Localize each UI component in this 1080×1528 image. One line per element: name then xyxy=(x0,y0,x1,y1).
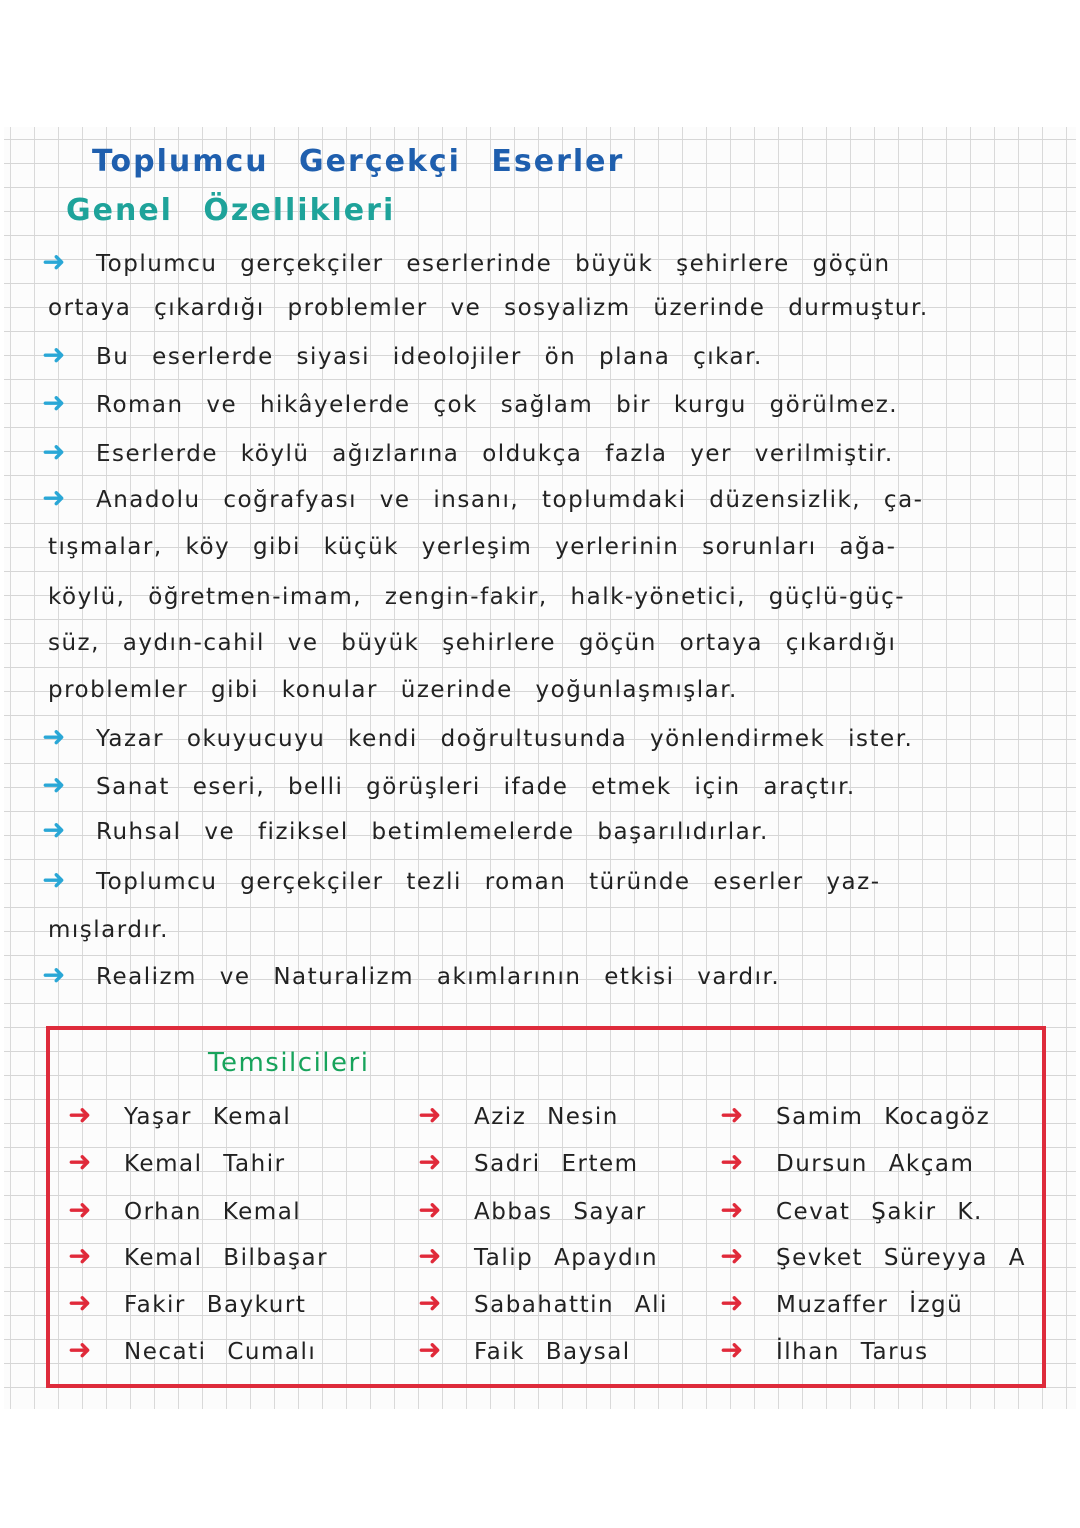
note-text: Realizm ve Naturalizm akımlarının etkisi vardır. xyxy=(96,964,781,990)
note-text: mışlardır. xyxy=(48,917,169,943)
arrow-icon: ➜ xyxy=(42,958,67,991)
note-line xyxy=(48,288,929,328)
note-text: Anadolu coğrafyası ve insanı, toplumdaki düzensizlik, ça- xyxy=(96,487,924,513)
representative-name: Fakir Baykurt xyxy=(124,1292,307,1318)
representative-item xyxy=(68,1192,301,1228)
arrow-icon: ➜ xyxy=(720,1098,745,1131)
note-line xyxy=(42,955,780,995)
note-text: problemler gibi konular üzerinde yoğunlaşmışlar. xyxy=(48,677,738,703)
representative-item xyxy=(418,1238,658,1274)
arrow-icon: ➜ xyxy=(68,1098,93,1131)
arrow-icon: ➜ xyxy=(42,386,67,419)
representative-name: Cevat Şakir K. xyxy=(776,1199,983,1225)
representative-item xyxy=(68,1144,286,1180)
note-line xyxy=(48,623,896,663)
representative-item xyxy=(68,1238,328,1274)
representative-name: Talip Apaydın xyxy=(474,1245,659,1271)
section-subtitle: Genel Özellikleri xyxy=(66,193,396,228)
arrow-icon: ➜ xyxy=(418,1286,443,1319)
arrow-icon: ➜ xyxy=(42,813,67,846)
representative-item xyxy=(720,1097,990,1133)
representative-item xyxy=(720,1192,983,1228)
note-line xyxy=(42,335,763,375)
representative-name: Aziz Nesin xyxy=(474,1104,619,1130)
representative-name: Faik Baysal xyxy=(474,1339,631,1365)
representative-name: Muzaffer İzgü xyxy=(776,1292,964,1318)
representative-name: Yaşar Kemal xyxy=(124,1104,292,1130)
arrow-icon: ➜ xyxy=(42,435,67,468)
arrow-icon: ➜ xyxy=(42,720,67,753)
representative-item xyxy=(418,1332,631,1368)
arrow-icon: ➜ xyxy=(42,338,67,371)
arrow-icon: ➜ xyxy=(720,1239,745,1272)
representative-item xyxy=(68,1332,316,1368)
arrow-icon: ➜ xyxy=(42,768,67,801)
representative-name: Kemal Tahir xyxy=(124,1151,286,1177)
representative-item xyxy=(418,1285,668,1321)
representative-name: Sabahattin Ali xyxy=(474,1292,668,1318)
arrow-icon: ➜ xyxy=(68,1333,93,1366)
arrow-icon: ➜ xyxy=(68,1239,93,1272)
page-title: Toplumcu Gerçekçi Eserler xyxy=(92,144,625,179)
representative-item xyxy=(418,1144,639,1180)
note-line xyxy=(42,242,891,282)
arrow-icon: ➜ xyxy=(42,245,67,278)
representative-item xyxy=(68,1097,291,1133)
note-text: Sanat eseri, belli görüşleri ifade etmek için araçtır. xyxy=(96,774,856,800)
note-line xyxy=(48,577,905,617)
representative-name: Orhan Kemal xyxy=(124,1199,302,1225)
note-text: tışmalar, köy gibi küçük yerleşim yerlerinin sorunları ağa- xyxy=(48,534,897,560)
representative-item xyxy=(720,1332,929,1368)
arrow-icon: ➜ xyxy=(68,1145,93,1178)
note-line xyxy=(42,717,913,757)
note-text: süz, aydın-cahil ve büyük şehirlere göçün ortaya çıkardığı xyxy=(48,630,897,656)
representative-item xyxy=(418,1097,619,1133)
note-line xyxy=(42,765,856,805)
note-line xyxy=(42,478,923,518)
note-line xyxy=(48,910,169,950)
arrow-icon: ➜ xyxy=(720,1145,745,1178)
representative-name: İlhan Tarus xyxy=(776,1339,929,1365)
representative-name: Samim Kocagöz xyxy=(776,1104,991,1130)
arrow-icon: ➜ xyxy=(68,1286,93,1319)
note-line xyxy=(42,432,894,472)
note-text: Ruhsal ve fiziksel betimlemelerde başarılıdırlar. xyxy=(96,819,769,845)
arrow-icon: ➜ xyxy=(418,1098,443,1131)
arrow-icon: ➜ xyxy=(42,481,67,514)
representative-name: Abbas Sayar xyxy=(474,1199,647,1225)
arrow-icon: ➜ xyxy=(418,1145,443,1178)
note-line xyxy=(42,383,898,423)
arrow-icon: ➜ xyxy=(720,1333,745,1366)
note-text: Yazar okuyucuyu kendi doğrultusunda yönlendirmek ister. xyxy=(96,726,914,752)
note-text: Toplumcu gerçekçiler eserlerinde büyük şehirlere göçün xyxy=(96,251,891,277)
note-text: ortaya çıkardığı problemler ve sosyalizm üzerinde durmuştur. xyxy=(48,295,929,321)
note-line xyxy=(48,670,738,710)
note-text: Eserlerde köylü ağızlarına oldukça fazla yer verilmiştir. xyxy=(96,441,894,467)
arrow-icon: ➜ xyxy=(418,1193,443,1226)
representative-item xyxy=(418,1192,647,1228)
representative-item xyxy=(720,1144,974,1180)
note-line xyxy=(42,810,769,850)
arrow-icon: ➜ xyxy=(68,1193,93,1226)
representative-name: Dursun Akçam xyxy=(776,1151,975,1177)
arrow-icon: ➜ xyxy=(720,1193,745,1226)
representative-item xyxy=(68,1285,306,1321)
representatives-title: Temsilcileri xyxy=(208,1048,370,1078)
note-text: Bu eserlerde siyasi ideolojiler ön plana çıkar. xyxy=(96,344,763,370)
arrow-icon: ➜ xyxy=(42,863,67,896)
representative-name: Necati Cumalı xyxy=(124,1339,317,1365)
note-line xyxy=(48,527,896,567)
arrow-icon: ➜ xyxy=(720,1286,745,1319)
representative-name: Şevket Süreyya A xyxy=(776,1245,1026,1271)
representative-name: Kemal Bilbaşar xyxy=(124,1245,329,1271)
representative-item xyxy=(720,1238,1026,1274)
arrow-icon: ➜ xyxy=(418,1239,443,1272)
arrow-icon: ➜ xyxy=(418,1333,443,1366)
note-text: Toplumcu gerçekçiler tezli roman türünde eserler yaz- xyxy=(96,869,881,895)
note-text: Roman ve hikâyelerde çok sağlam bir kurgu görülmez. xyxy=(96,392,899,418)
representative-name: Sadri Ertem xyxy=(474,1151,639,1177)
representative-item xyxy=(720,1285,963,1321)
note-text: köylü, öğretmen-imam, zengin-fakir, halk-yönetici, güçlü-güç- xyxy=(48,584,906,610)
note-line xyxy=(42,860,881,900)
